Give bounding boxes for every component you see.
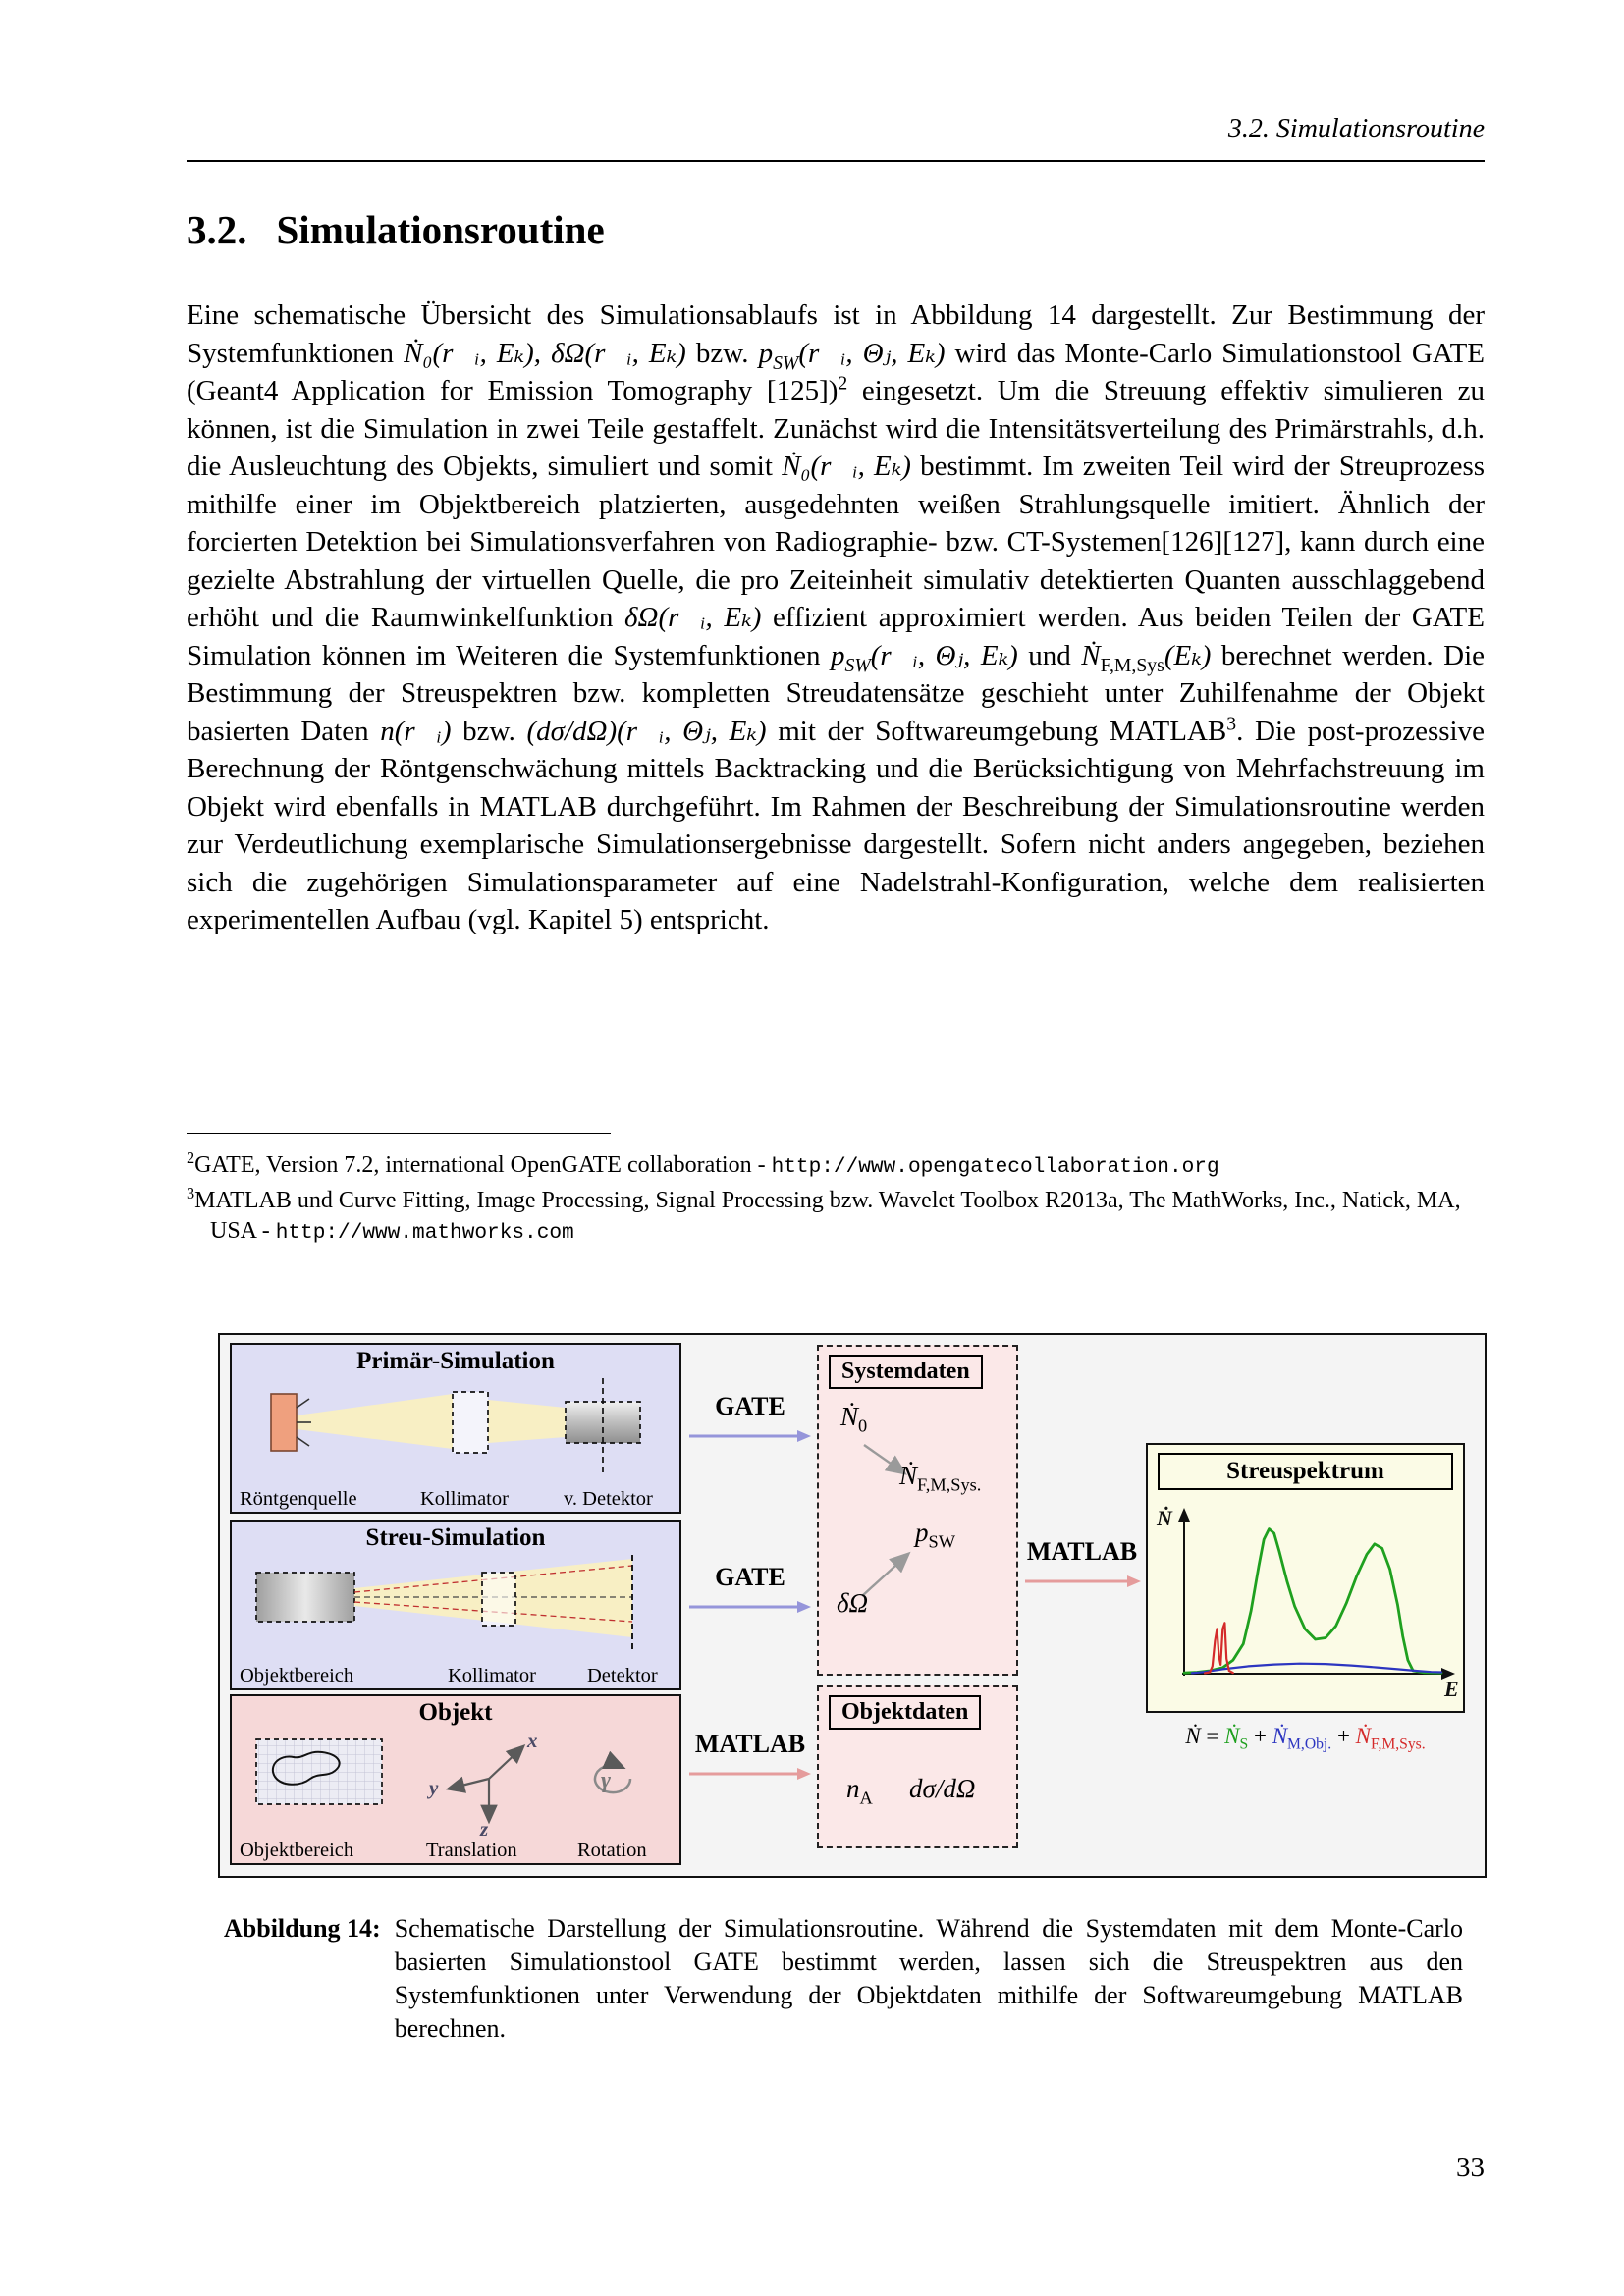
text-run: Ṅ: [1185, 1724, 1201, 1748]
text-run: F,M,Sys.: [1371, 1735, 1426, 1753]
text-run: bestimmt. Im zweiten Teil wird der Streuprozess mithilfe einer im Objektbereich platzierten, ausgedehnten weißen Strahlungsquelle imitiert. Ähnlich der forcierten Detektion bei Simulationsverfahren von Radiographie- bzw. CT-Systemen[126][127], kann durch eine gezielte Abstrahlung der virtuellen Quelle, die pro Zeiteinheit simulativ detektierten Quanten ausschlaggebend erhöht und die Raumwinkelfunktion: [187, 451, 1486, 633]
text-run: 2: [838, 372, 848, 395]
systemdaten-psw: [915, 1518, 956, 1552]
matlab-arrow-objekt: [687, 1765, 813, 1783]
text-run: 3: [1226, 712, 1237, 734]
text-run: eingesetzt. Um die Streuung effektiv simulieren zu können, ist die Simulation in zwei Teile gestaffelt. Zunächst wird die Intensitätsverteilung des Primärstrahls, d.h. die Ausleuchtung des Objekts, simuliert und somit: [187, 375, 1485, 482]
text-run: +: [1248, 1724, 1272, 1748]
matlab-label-spektrum: MATLAB: [1026, 1537, 1138, 1566]
text-run: (r⃗ᵢ, Θⱼ, Eₖ): [798, 337, 946, 369]
text-run: (Eₖ): [1164, 639, 1212, 671]
streu-simulation-schematic: [232, 1553, 683, 1655]
label-kollimator: Kollimator: [420, 1488, 509, 1510]
gate-label-2: GATE: [715, 1563, 785, 1591]
label-rotation: Rotation: [577, 1840, 647, 1861]
panel-streu-simulation: [230, 1520, 681, 1690]
text-run: p: [830, 639, 845, 671]
text-run: GATE, Version 7.2, international OpenGATE collaboration -: [194, 1152, 772, 1178]
text-run: 3: [187, 1184, 195, 1202]
footnote-link[interactable]: http://www.opengatecollaboration.org: [771, 1155, 1219, 1179]
text-run: F,M,Sys.: [917, 1474, 982, 1495]
text-run: wird das Monte-Carlo Simulationstool GATE (Geant4 Application for Emission Tomography [125]): [187, 337, 1486, 406]
text-run: Ṅ: [1272, 1724, 1288, 1748]
panel-objekt: [230, 1694, 681, 1865]
objektdaten-box: [817, 1685, 1018, 1848]
text-run: 0: [858, 1415, 868, 1436]
axis-y-arrow: [450, 1779, 489, 1789]
footnote-rule: [187, 1133, 611, 1134]
caption-text: Schematische Darstellung der Simulationsroutine. Während die Systemdaten mit dem Monte-Carlo basierten Simulationstool GATE bestimmt werden, lassen sich die Streuspektren aus den Systemfunktionen unter Verwendung der Objektdaten mithilfe der Softwareumgebung MATLAB berechnen.: [394, 1914, 1463, 2043]
panel-title-primaer: Primär-Simulation: [356, 1348, 555, 1374]
matlab-label-objekt: MATLAB: [694, 1730, 806, 1758]
text-run: bzw.: [685, 337, 759, 369]
text-run: Ṅ: [1224, 1724, 1240, 1748]
text-run: berechnet werden. Die Bestimmung der Streuspektren bzw. kompletten Streudatensätze geschieht unter Zuhilfenahme der Objekt basierten Daten: [187, 639, 1486, 747]
text-run: Ṅ: [1081, 639, 1101, 671]
text-run: Ṅ₀(r⃗ᵢ, Eₖ), δΩ(r⃗ᵢ, Eₖ): [404, 337, 686, 369]
text-run: SW: [928, 1531, 956, 1552]
axis-z-label: z: [480, 1817, 489, 1838]
objektdaten-dsdo: [909, 1774, 975, 1804]
footnote-link[interactable]: http://www.mathworks.com: [275, 1221, 574, 1245]
gate-arrow-1: [687, 1427, 813, 1445]
matlab-arrow-spektrum: [1023, 1573, 1143, 1590]
panel-primaer-simulation: [230, 1343, 681, 1514]
objekt-schematic: [232, 1728, 683, 1838]
body-paragraph: [187, 296, 1485, 939]
text-run: Ṅ₀(r⃗ᵢ, Eₖ): [782, 451, 911, 482]
text-run: Eine schematische Übersicht des Simulationsablaufs ist in Abbildung 14 dargestellt. Zur Bestimmung der Systemfunktionen: [187, 299, 1485, 369]
header-rule: [187, 160, 1485, 162]
text-run: δΩ(r⃗ᵢ, Eₖ): [624, 602, 762, 633]
label-kollimator: Kollimator: [448, 1665, 536, 1686]
xray-beam-collimated: [488, 1400, 566, 1443]
text-run: p: [915, 1518, 929, 1547]
text-run: A: [859, 1788, 873, 1808]
text-run: dσ/dΩ: [909, 1774, 976, 1803]
xray-beam: [297, 1394, 453, 1449]
label-translation: Translation: [426, 1840, 517, 1861]
text-run: S: [1239, 1735, 1249, 1753]
text-run: M,Obj.: [1287, 1735, 1332, 1753]
spectrum-curve-n-f-m-sys: [1205, 1623, 1233, 1673]
systemdaten-domega: [837, 1588, 868, 1619]
text-run: Ṅ: [899, 1461, 918, 1490]
ray-line: [297, 1437, 309, 1446]
ray-line: [297, 1399, 309, 1408]
spektrum-legend: [1146, 1724, 1465, 1753]
figure-abbildung-14: [218, 1333, 1487, 1878]
systemdaten-nfmsys: [899, 1461, 982, 1495]
streuspektrum-box: [1146, 1443, 1465, 1713]
text-run: effizient approximiert werden. Aus beiden Teilen der GATE Simulation können im Weiteren die Systemfunktionen: [187, 602, 1485, 671]
label-detektor: Detektor: [587, 1665, 658, 1686]
xray-source: [271, 1394, 297, 1451]
figure-caption: [224, 1912, 1463, 2046]
section-heading: [187, 206, 605, 253]
text-run: =: [1200, 1724, 1225, 1748]
section-title: Simulationsroutine: [276, 207, 605, 252]
section-number: 3.2.: [187, 207, 247, 252]
axis-y-label: y: [429, 1776, 439, 1799]
objektdaten-na: [846, 1774, 873, 1808]
gate-label-1: GATE: [715, 1392, 785, 1420]
text-run: +: [1331, 1724, 1356, 1748]
text-run: und: [1017, 639, 1082, 671]
panel-title-objekt: Objekt: [418, 1699, 493, 1726]
footnote-2: [187, 1150, 1485, 1183]
collimator-box: [482, 1573, 515, 1626]
spektrum-plot: [1153, 1494, 1462, 1700]
running-header: 3.2. Simulationsroutine: [1227, 114, 1485, 144]
objektdaten-title: Objektdaten: [829, 1695, 981, 1730]
systemdaten-n0: [840, 1402, 868, 1436]
systemdaten-title: Systemdaten: [829, 1355, 983, 1389]
collimator-box: [453, 1392, 488, 1453]
systemdaten-box: [817, 1345, 1018, 1676]
text-run: (dσ/dΩ)(r⃗ᵢ, Θⱼ, Eₖ): [526, 715, 767, 747]
text-run: δΩ: [837, 1588, 869, 1618]
text-run: SW: [773, 351, 799, 374]
text-run: F,M,Sys: [1100, 654, 1164, 676]
y-axis-arrowhead: [1178, 1508, 1190, 1522]
primaer-simulation-schematic: [232, 1376, 683, 1478]
text-run: bzw.: [451, 715, 527, 747]
text-run: MATLAB und Curve Fitting, Image Processing, Signal Processing bzw. Wavelet Toolbox R2013a, The MathWorks, Inc., Natick, MA, USA -: [194, 1188, 1461, 1244]
spectrum-curve-n-s: [1184, 1529, 1441, 1674]
label-objektbereich: Objektbereich: [240, 1665, 354, 1686]
text-run: . Die post-prozessive Berechnung der Röntgenschwächung mittels Backtracking und die Berücksichtigung von Mehrfachstreuung im Objekt wird ebenfalls in MATLAB durchgeführt. Im Rahmen der Beschreibung der Simulationsroutine werden zur Verdeutlichung exemplarische Simulationsergebnisse dargestellt. Sofern nicht anders angegeben, beziehen sich die zugehörigen Simulationsparameter auf eine Nadelstrahl-Konfiguration, welche dem realisierten experimentellen Aufbau (vgl. Kapitel 5) entspricht.: [187, 715, 1485, 935]
text-run: 2: [187, 1148, 195, 1167]
streuspektrum-title: Streuspektrum: [1158, 1453, 1453, 1490]
label-roentgenquelle: Röntgenquelle: [240, 1488, 357, 1510]
text-run: SW: [844, 654, 871, 676]
spektrum-ylabel: Ṅ: [1157, 1506, 1172, 1530]
axis-x-label: x: [527, 1729, 538, 1752]
object-region-box: [256, 1573, 354, 1622]
page-number: 33: [1456, 2152, 1485, 2183]
text-run: mit der Softwareumgebung MATLAB: [766, 715, 1227, 747]
systemdaten-arrows: [819, 1347, 1015, 1673]
axis-x-arrow: [489, 1747, 522, 1779]
panel-title-streu: Streu-Simulation: [365, 1524, 546, 1551]
spektrum-xlabel: E: [1444, 1677, 1459, 1700]
text-run: Ṅ: [1355, 1724, 1372, 1748]
rotation-symbol: γ: [601, 1768, 611, 1793]
text-run: Ṅ: [840, 1402, 859, 1431]
text-run: n: [846, 1774, 860, 1803]
text-run: (r⃗ᵢ, Θⱼ, Eₖ): [870, 639, 1018, 671]
footnote-3: [187, 1186, 1485, 1249]
gate-arrow-2: [687, 1598, 813, 1616]
text-run: p: [758, 337, 774, 369]
object-region-box: [256, 1739, 382, 1804]
label-v-detektor: v. Detektor: [564, 1488, 653, 1510]
caption-label: Abbildung 14:: [224, 1914, 381, 1943]
text-run: n(r⃗ᵢ): [380, 715, 452, 747]
label-objektbereich: Objektbereich: [240, 1840, 354, 1861]
